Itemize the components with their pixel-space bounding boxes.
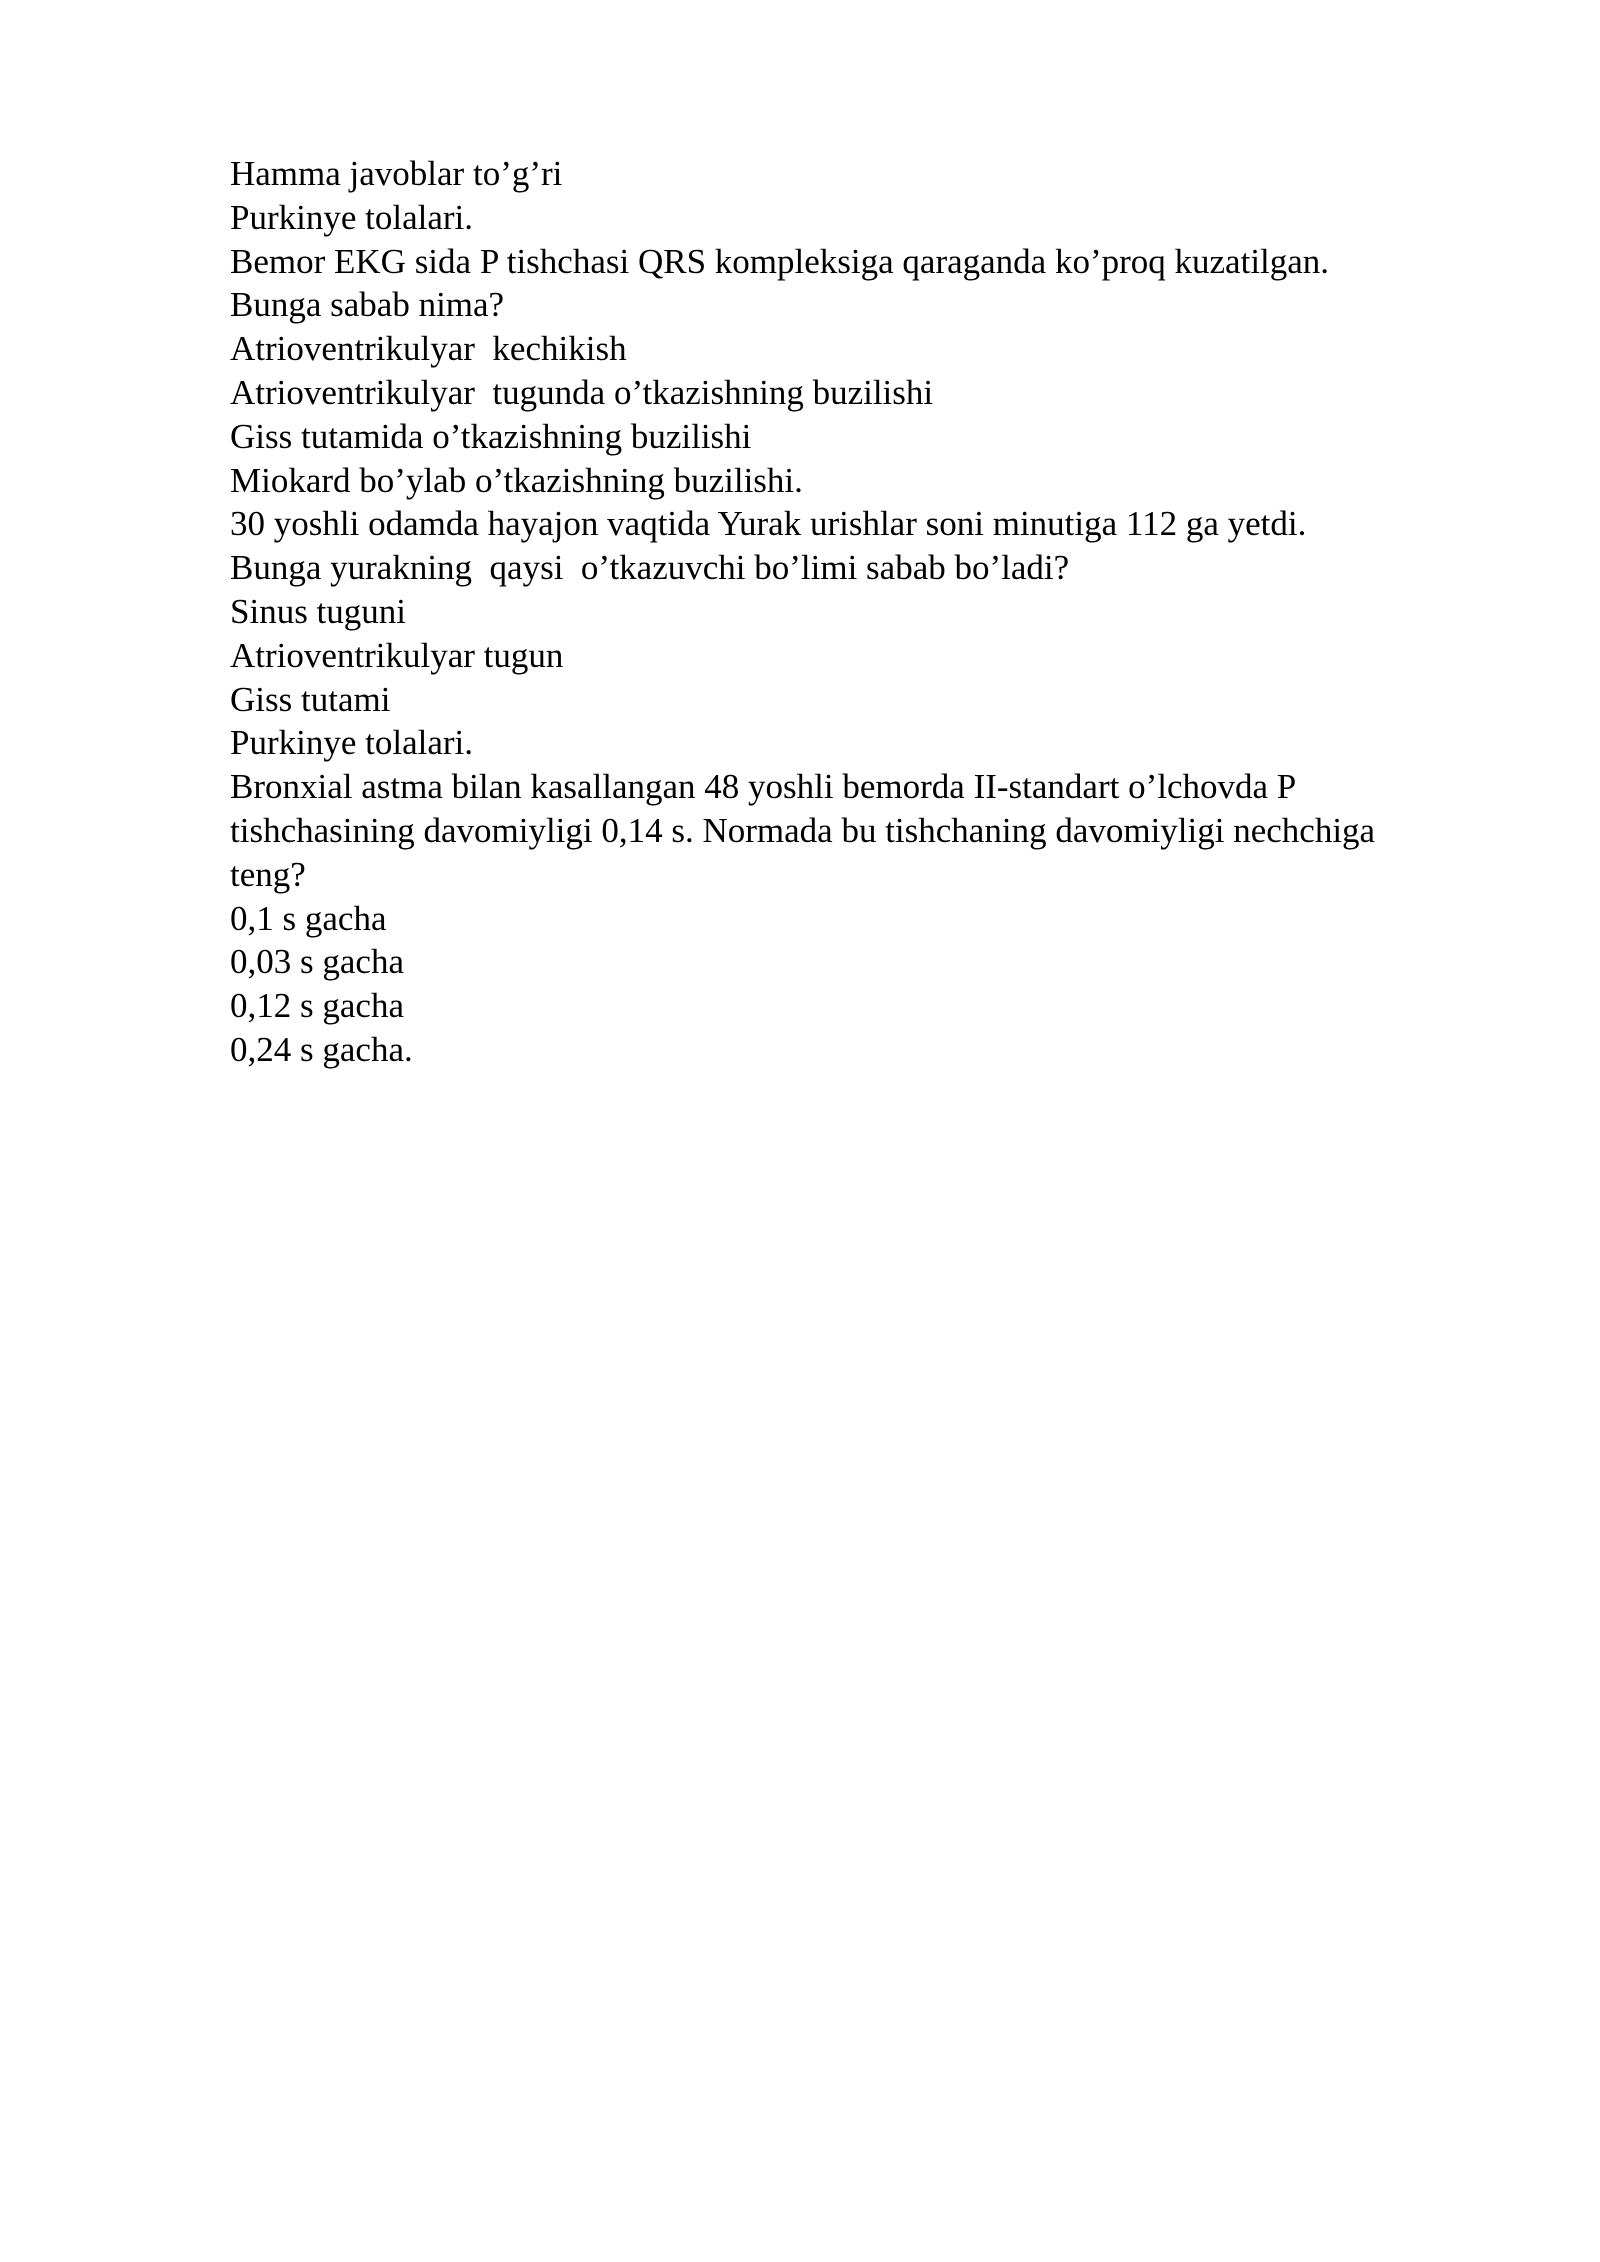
answer-option: Atrioventrikulyar kechikish bbox=[230, 329, 627, 369]
question-line: Bunga yurakning qaysi o’tkazuvchi bo’limi sabab bo’ladi? bbox=[230, 548, 1070, 588]
answer-option: Giss tutami bbox=[230, 679, 391, 719]
answer-option: Atrioventrikulyar tugunda o’tkazishning buzilishi bbox=[230, 372, 934, 412]
question-line: tishchasining davomiyligi 0,14 s. Normada bu tishchaning davomiyligi nechchiga bbox=[230, 810, 1376, 850]
question-line: Bronxial astma bilan kasallangan 48 yoshli bemorda II-standart o’lchovda P bbox=[230, 767, 1297, 807]
question-line: Bemor EKG sida P tishchasi QRS kompleksiga qaraganda ko’proq kuzatilgan. bbox=[230, 241, 1330, 281]
answer-option: Miokard bo’ylab o’tkazishning buzilishi. bbox=[230, 460, 803, 500]
text-line: Purkinye tolalari. bbox=[230, 197, 474, 237]
question-line: teng? bbox=[230, 854, 306, 894]
answer-option: Atrioventrikulyar tugun bbox=[230, 635, 564, 675]
question-line: Bunga sabab nima? bbox=[230, 285, 505, 325]
text-line: Hamma javoblar to’g’ri bbox=[230, 154, 563, 193]
answer-option: 0,03 s gacha bbox=[230, 942, 404, 982]
document-body bbox=[230, 152, 1490, 1072]
answer-option: Sinus tuguni bbox=[230, 591, 407, 631]
question-line: 30 yoshli odamda hayajon vaqtida Yurak urishlar soni minutiga 112 ga yetdi. bbox=[230, 504, 1307, 544]
answer-option: Purkinye tolalari. bbox=[230, 723, 474, 763]
answer-option: 0,24 s gacha. bbox=[230, 1029, 413, 1069]
answer-option: 0,1 s gacha bbox=[230, 898, 387, 938]
answer-option: 0,12 s gacha bbox=[230, 986, 404, 1026]
answer-option: Giss tutamida o’tkazishning buzilishi bbox=[230, 416, 752, 456]
